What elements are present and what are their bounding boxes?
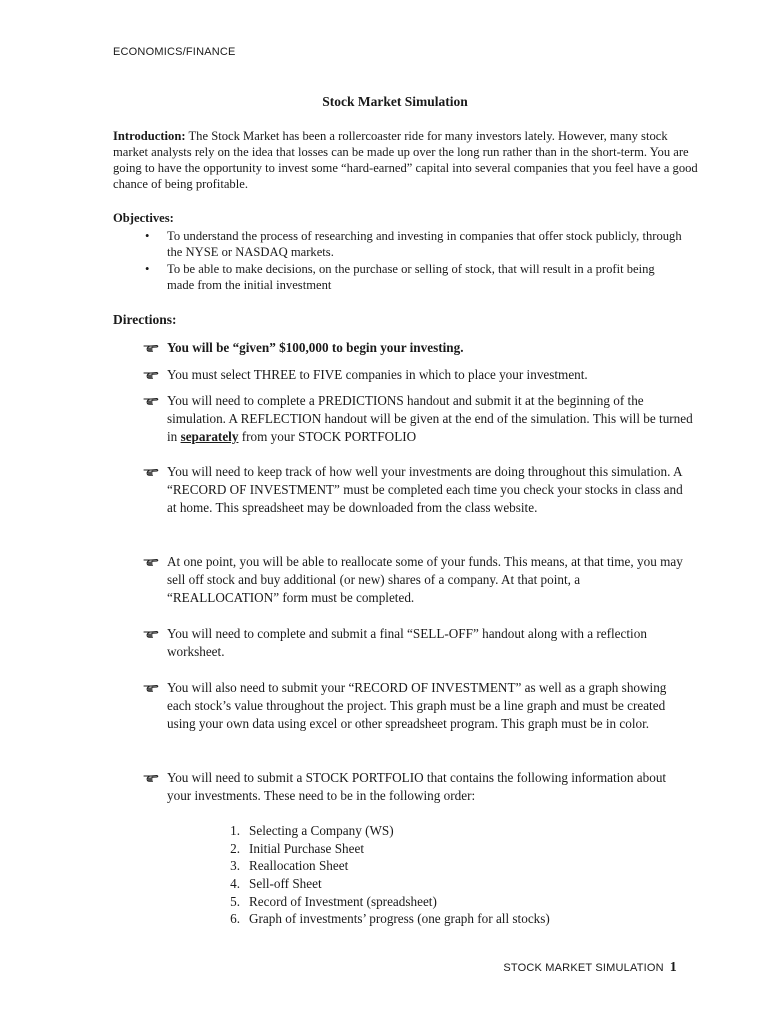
list-item (224, 857, 644, 875)
pointing-hand-icon (143, 554, 161, 572)
list-number: 5. (230, 893, 240, 909)
pointing-hand-icon (143, 367, 161, 385)
direction-text: You will be “given” $100,000 to begin your investing. (167, 340, 464, 355)
list-item (224, 893, 644, 911)
objectives-heading: Objectives: (113, 211, 174, 225)
direction-text: At one point, you will be able to reallocate some of your funds. This means, at that time, you may sell off stock and buy additional (or new) shares of a company. At that point, a “REALLOCATION” form must be completed. (167, 554, 683, 605)
direction-text-part: You will need to complete a PREDICTIONS handout and submit it at the beginning of the simulation. A REFLECTION handout will be given at the end of the simulation. This will be turned in (167, 393, 693, 444)
objective-text: To be able to make decisions, on the purchase or selling of stock, that will result in a profit being made from the initial investment (167, 262, 655, 292)
direction-item (143, 392, 693, 446)
list-text: Selecting a Company (WS) (249, 823, 394, 838)
page-number: 1 (669, 960, 677, 975)
list-item (224, 875, 644, 893)
running-header: ECONOMICS/FINANCE (113, 46, 236, 58)
bullet-icon: • (145, 262, 150, 276)
direction-text: You will need to keep track of how well your investments are doing throughout this simulation. A “RECORD OF INVESTMENT” must be completed each time you check your stocks in class and at home. This spreadsheet may be downloaded from the class website. (167, 464, 683, 515)
introduction-label: Introduction: (113, 129, 186, 143)
list-item (224, 822, 644, 840)
list-text: Initial Purchase Sheet (249, 840, 364, 856)
direction-text: You must select THREE to FIVE companies in which to place your investment. (167, 367, 588, 382)
list-text: Sell-off Sheet (249, 876, 322, 892)
pointing-hand-icon (143, 393, 161, 411)
objective-item (145, 228, 685, 260)
introduction-text: The Stock Market has been a rollercoaster ride for many investors lately. However, many stock market analysts rely on the idea that losses can be made up over the long run rather than in the short-term. You are going to have the opportunity to invest some “hard-earned” capital into several companies that you feel have a good chance of being profitable. (113, 129, 698, 191)
direction-item (143, 366, 693, 384)
list-number: 6. (230, 911, 240, 927)
objective-text: To understand the process of researching and investing in companies that offer stock publicly, through the NYSE or NASDAQ markets. (167, 229, 682, 259)
direction-item (143, 553, 693, 607)
introduction-paragraph (113, 128, 703, 192)
list-number: 1. (230, 823, 240, 838)
document-title: Stock Market Simulation (322, 94, 468, 109)
footer-label: STOCK MARKET SIMULATION (503, 962, 664, 974)
list-text: Record of Investment (spreadsheet) (249, 893, 437, 909)
objective-item (145, 261, 685, 293)
direction-item (143, 769, 693, 805)
direction-text: You will need to submit a STOCK PORTFOLIO that contains the following information about your investments. These need to be in the following order: (167, 770, 667, 803)
portfolio-contents-list (224, 822, 644, 928)
pointing-hand-icon (143, 464, 161, 482)
direction-item (143, 339, 693, 357)
running-footer (503, 960, 677, 976)
separately-emphasis: separately (180, 429, 239, 444)
pointing-hand-icon (143, 626, 161, 644)
direction-text-part: from your STOCK PORTFOLIO (238, 429, 417, 444)
directions-heading: Directions: (113, 312, 177, 327)
direction-text: You will need to complete and submit a final “SELL-OFF” handout along with a reflection worksheet. (167, 626, 647, 659)
list-item (224, 910, 644, 928)
bullet-icon: • (145, 229, 150, 243)
direction-item (143, 625, 693, 661)
list-item (224, 840, 644, 858)
list-text: Graph of investments’ progress (one graph for all stocks) (249, 911, 550, 927)
list-number: 4. (230, 876, 240, 892)
direction-item (143, 463, 693, 517)
pointing-hand-icon (143, 770, 161, 788)
direction-item (143, 679, 693, 733)
pointing-hand-icon (143, 680, 161, 698)
direction-text: You will also need to submit your “RECORD OF INVESTMENT” as well as a graph showing each stock’s value throughout the project. This graph must be a line graph and must be created using your own data using excel or other spreadsheet program. This graph must be in color. (167, 680, 667, 731)
list-number: 2. (230, 840, 240, 856)
pointing-hand-icon (143, 340, 161, 358)
list-text: Reallocation Sheet (249, 858, 349, 874)
list-number: 3. (230, 858, 240, 874)
direction-text (167, 392, 693, 446)
